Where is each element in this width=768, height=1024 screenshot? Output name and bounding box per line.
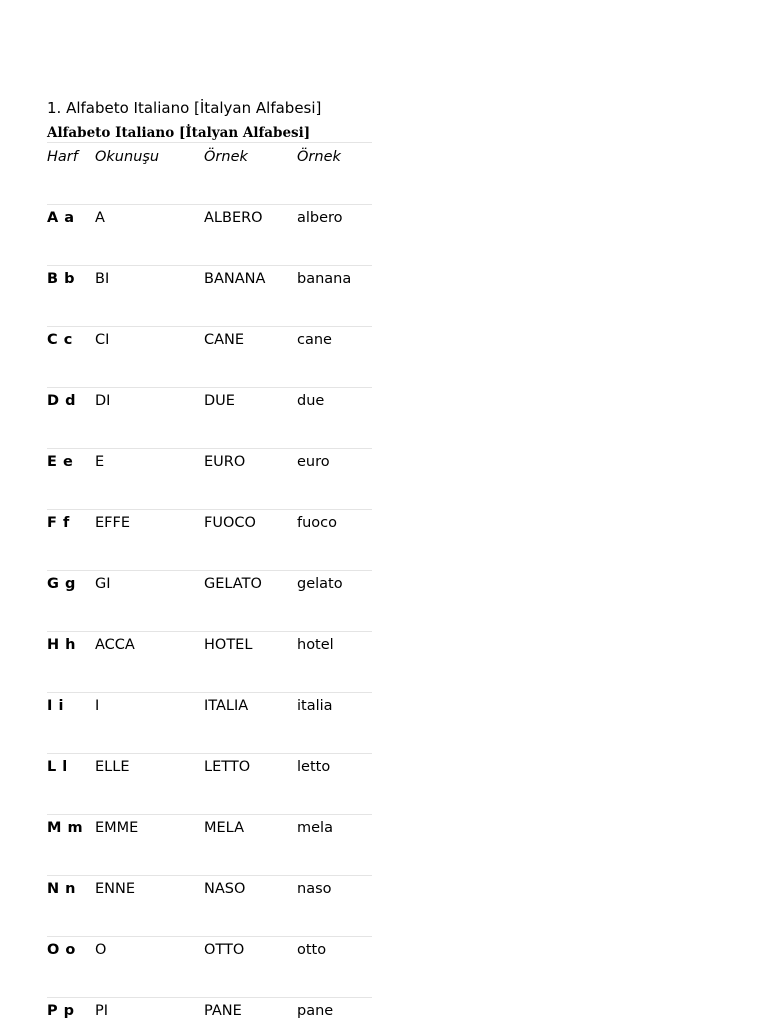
table-row xyxy=(47,571,372,632)
table-row xyxy=(47,388,372,449)
letter-cell: F f xyxy=(47,510,95,571)
document-body xyxy=(47,98,372,1024)
letter-cell: I i xyxy=(47,693,95,754)
pronunciation-cell: EMME xyxy=(95,815,204,876)
pronunciation-cell: CI xyxy=(95,327,204,388)
pronunciation-cell: I xyxy=(95,693,204,754)
example-lower-cell: due xyxy=(297,388,372,449)
pronunciation-cell: GI xyxy=(95,571,204,632)
example-lower-cell: hotel xyxy=(297,632,372,693)
table-header-row xyxy=(47,143,372,205)
pronunciation-cell: PI xyxy=(95,998,204,1024)
table-row xyxy=(47,998,372,1024)
example-upper-cell: HOTEL xyxy=(204,632,297,693)
example-upper-cell: GELATO xyxy=(204,571,297,632)
example-upper-cell: OTTO xyxy=(204,937,297,998)
example-upper-cell: LETTO xyxy=(204,754,297,815)
example-upper-cell: FUOCO xyxy=(204,510,297,571)
table-row xyxy=(47,449,372,510)
example-upper-cell: DUE xyxy=(204,388,297,449)
table-row xyxy=(47,815,372,876)
letter-cell: N n xyxy=(47,876,95,937)
example-lower-cell: mela xyxy=(297,815,372,876)
example-lower-cell: otto xyxy=(297,937,372,998)
pronunciation-cell: O xyxy=(95,937,204,998)
pronunciation-cell: ELLE xyxy=(95,754,204,815)
header-pronunciation: Okunuşu xyxy=(95,143,204,205)
letter-cell: D d xyxy=(47,388,95,449)
letter-cell: M m xyxy=(47,815,95,876)
example-lower-cell: albero xyxy=(297,205,372,266)
table-row xyxy=(47,937,372,998)
table-row xyxy=(47,632,372,693)
table-row xyxy=(47,754,372,815)
alphabet-table xyxy=(47,142,372,1024)
letter-cell: O o xyxy=(47,937,95,998)
letter-cell: E e xyxy=(47,449,95,510)
table-row xyxy=(47,510,372,571)
letter-cell: G g xyxy=(47,571,95,632)
header-example-lower: Örnek xyxy=(297,143,372,205)
pronunciation-cell: EFFE xyxy=(95,510,204,571)
example-upper-cell: EURO xyxy=(204,449,297,510)
pronunciation-cell: E xyxy=(95,449,204,510)
table-row xyxy=(47,876,372,937)
example-upper-cell: CANE xyxy=(204,327,297,388)
pronunciation-cell: DI xyxy=(95,388,204,449)
section-heading: 1. Alfabeto Italiano [İtalyan Alfabesi] xyxy=(47,99,322,117)
table-caption: Alfabeto Italiano [İtalyan Alfabesi] xyxy=(47,125,311,141)
letter-cell: A a xyxy=(47,205,95,266)
example-lower-cell: letto xyxy=(297,754,372,815)
example-lower-cell: gelato xyxy=(297,571,372,632)
example-lower-cell: banana xyxy=(297,266,372,327)
example-upper-cell: BANANA xyxy=(204,266,297,327)
example-lower-cell: cane xyxy=(297,327,372,388)
header-example-upper: Örnek xyxy=(204,143,297,205)
table-row xyxy=(47,266,372,327)
pronunciation-cell: ACCA xyxy=(95,632,204,693)
example-lower-cell: pane xyxy=(297,998,372,1024)
letter-cell: P p xyxy=(47,998,95,1024)
letter-cell: H h xyxy=(47,632,95,693)
example-upper-cell: NASO xyxy=(204,876,297,937)
example-lower-cell: naso xyxy=(297,876,372,937)
letter-cell: B b xyxy=(47,266,95,327)
example-lower-cell: euro xyxy=(297,449,372,510)
example-upper-cell: PANE xyxy=(204,998,297,1024)
header-letter: Harf xyxy=(47,143,95,205)
pronunciation-cell: A xyxy=(95,205,204,266)
pronunciation-cell: BI xyxy=(95,266,204,327)
example-upper-cell: ALBERO xyxy=(204,205,297,266)
table-row xyxy=(47,327,372,388)
pronunciation-cell: ENNE xyxy=(95,876,204,937)
table-row xyxy=(47,693,372,754)
example-lower-cell: fuoco xyxy=(297,510,372,571)
letter-cell: C c xyxy=(47,327,95,388)
example-upper-cell: ITALIA xyxy=(204,693,297,754)
example-upper-cell: MELA xyxy=(204,815,297,876)
letter-cell: L l xyxy=(47,754,95,815)
table-row xyxy=(47,205,372,266)
example-lower-cell: italia xyxy=(297,693,372,754)
